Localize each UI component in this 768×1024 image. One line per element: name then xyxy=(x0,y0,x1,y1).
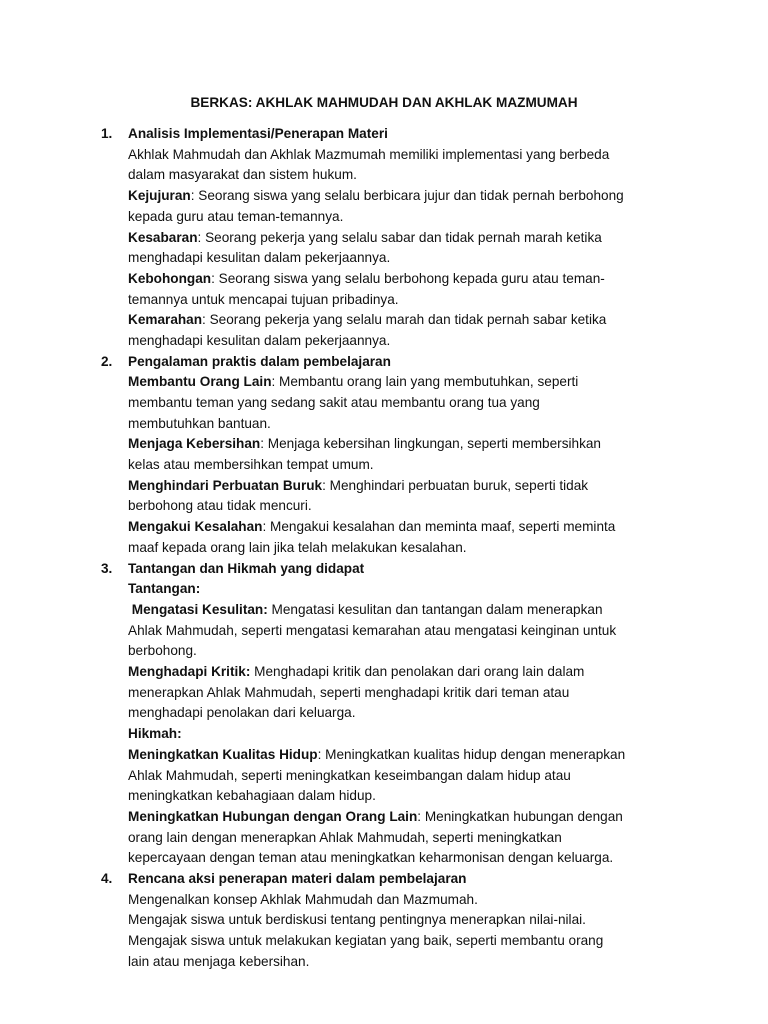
document-title: BERKAS: AKHLAK MAHMUDAH DAN AKHLAK MAZMUMAH xyxy=(190,95,578,110)
line-text: : Mengakui kesalahan dan meminta maaf, seperti meminta xyxy=(262,519,616,535)
text-line xyxy=(128,683,661,704)
section-body xyxy=(128,869,661,973)
line-text: temannya untuk mencapai tujuan pribadinya. xyxy=(128,291,399,307)
text-line xyxy=(128,372,661,393)
section-heading: Rencana aksi penerapan materi dalam pembelajaran xyxy=(128,871,467,886)
line-text: Ahlak Mahmudah, seperti meningkatkan keseimbangan dalam hidup atau xyxy=(128,767,571,783)
section-body xyxy=(128,352,661,559)
term-label: Kesabaran xyxy=(128,229,198,245)
section-heading: Tantangan dan Hikmah yang didapat xyxy=(128,560,365,576)
line-text: : Seorang siswa yang selalu berbicara jujur dan tidak pernah berbohong xyxy=(190,188,624,204)
term-label: Hikmah: xyxy=(128,726,182,742)
text-line xyxy=(128,186,661,207)
text-line xyxy=(128,745,661,766)
line-text: maaf kepada orang lain jika telah melakukan kesalahan. xyxy=(128,539,467,555)
line-text: dalam masyarakat dan sistem hukum. xyxy=(128,167,357,183)
text-line xyxy=(128,310,661,331)
text-line xyxy=(128,662,661,683)
text-line xyxy=(128,703,661,724)
term-label: Menjaga Kebersihan xyxy=(128,436,261,452)
term-label: Kejujuran xyxy=(128,188,191,204)
text-line xyxy=(128,848,661,869)
text-line xyxy=(128,517,661,538)
line-text: kepercayaan dengan teman atau meningkatkan keharmonisan dengan keluarga. xyxy=(128,850,614,866)
line-text: berbohong. xyxy=(128,643,197,659)
text-line xyxy=(128,331,661,352)
term-label: Meningkatkan Kualitas Hidup xyxy=(128,746,318,762)
section-analisis xyxy=(101,124,661,352)
term-label: Menghadapi Kritik: xyxy=(128,664,251,680)
line-text: : Menghindari perbuatan buruk, seperti tidak xyxy=(322,477,589,493)
text-line xyxy=(128,414,661,435)
line-text: menghadapi kesulitan dalam pekerjaannya. xyxy=(128,333,391,349)
section-heading: Analisis Implementasi/Penerapan Materi xyxy=(128,126,388,141)
term-label: Tantangan: xyxy=(128,581,201,597)
line-text: berbohong atau tidak mencuri. xyxy=(128,498,312,514)
text-line xyxy=(128,600,661,621)
line-text: lain atau menjaga kebersihan. xyxy=(128,953,310,969)
text-line xyxy=(128,228,661,249)
text-line xyxy=(128,828,661,849)
section-tantangan-hikmah xyxy=(101,559,661,870)
line-text: Mengajak siswa untuk berdiskusi tentang pentingnya menerapkan nilai-nilai. xyxy=(128,912,586,928)
text-line xyxy=(128,952,661,973)
line-text: : Seorang siswa yang selalu berbohong kepada guru atau teman- xyxy=(211,270,605,286)
term-label: Kebohongan xyxy=(128,270,212,286)
line-text: : Meningkatkan kualitas hidup dengan menerapkan xyxy=(317,746,626,762)
section-number: 1. xyxy=(101,126,113,141)
line-text: menghadapi penolakan dari keluarga. xyxy=(128,705,356,721)
line-text: menghadapi kesulitan dalam pekerjaannya. xyxy=(128,250,391,266)
section-number: 4. xyxy=(101,871,113,886)
section-heading: Pengalaman praktis dalam pembelajaran xyxy=(128,353,391,369)
text-line xyxy=(128,393,661,414)
line-text: : Membantu orang lain yang membutuhkan, seperti xyxy=(271,374,579,390)
line-text: : Menjaga kebersihan lingkungan, seperti membersihkan xyxy=(260,436,601,452)
term-label: Kemarahan xyxy=(128,312,203,328)
text-line xyxy=(128,910,661,931)
text-line xyxy=(128,766,661,787)
line-text: Akhlak Mahmudah dan Akhlak Mazmumah memiliki implementasi yang berbeda xyxy=(128,146,610,162)
line-text: membantu teman yang sedang sakit atau membantu orang tua yang xyxy=(128,394,540,410)
term-label: Mengakui Kesalahan xyxy=(128,519,263,535)
text-line xyxy=(128,724,661,745)
section-number: 3. xyxy=(101,560,113,576)
line-text: : Seorang pekerja yang selalu sabar dan tidak pernah marah ketika xyxy=(197,229,602,245)
section-body xyxy=(128,559,661,870)
line-text: Ahlak Mahmudah, seperti mengatasi kemarahan atau mengatasi keinginan untuk xyxy=(128,622,617,638)
text-line xyxy=(128,931,661,952)
text-line xyxy=(128,538,661,559)
text-line xyxy=(128,145,661,166)
text-line xyxy=(128,476,661,497)
text-line xyxy=(128,621,661,642)
line-text: meningkatkan kebahagiaan dalam hidup. xyxy=(128,788,376,804)
text-line xyxy=(128,269,661,290)
section-rencana-aksi xyxy=(101,869,661,973)
text-line xyxy=(128,807,661,828)
text-line xyxy=(128,455,661,476)
text-line xyxy=(128,786,661,807)
text-line xyxy=(128,290,661,311)
line-text: : Seorang pekerja yang selalu marah dan tidak pernah sabar ketika xyxy=(202,312,607,328)
line-text: orang lain dengan menerapkan Ahlak Mahmudah, seperti meningkatkan xyxy=(128,829,562,845)
term-label: Meningkatkan Hubungan dengan Orang Lain xyxy=(128,808,418,824)
line-text: menerapkan Ahlak Mahmudah, seperti menghadapi kritik dari teman atau xyxy=(128,684,570,700)
line-text: : Meningkatkan hubungan dengan xyxy=(417,808,623,824)
line-text: Mengenalkan konsep Akhlak Mahmudah dan Mazmumah. xyxy=(128,891,478,907)
text-line xyxy=(128,579,661,600)
text-line xyxy=(128,434,661,455)
text-line xyxy=(128,890,661,911)
section-body xyxy=(128,124,661,352)
line-text: kepada guru atau teman-temannya. xyxy=(128,208,344,224)
line-text: kelas atau membersihkan tempat umum. xyxy=(128,457,374,473)
line-text: Menghadapi kritik dan penolakan dari orang lain dalam xyxy=(250,664,585,680)
line-text: Mengajak siswa untuk melakukan kegiatan yang baik, seperti membantu orang xyxy=(128,933,604,949)
section-pengalaman xyxy=(101,352,661,559)
line-text: membutuhkan bantuan. xyxy=(128,415,271,431)
text-line xyxy=(128,248,661,269)
term-label: Menghindari Perbuatan Buruk xyxy=(128,477,323,493)
text-line xyxy=(128,496,661,517)
term-label: Mengatasi Kesulitan: xyxy=(128,601,268,617)
section-number: 2. xyxy=(101,353,113,369)
term-label: Membantu Orang Lain xyxy=(128,374,272,390)
text-line xyxy=(128,207,661,228)
text-line xyxy=(128,641,661,662)
line-text: Mengatasi kesulitan dan tantangan dalam menerapkan xyxy=(267,601,603,617)
text-line xyxy=(128,165,661,186)
